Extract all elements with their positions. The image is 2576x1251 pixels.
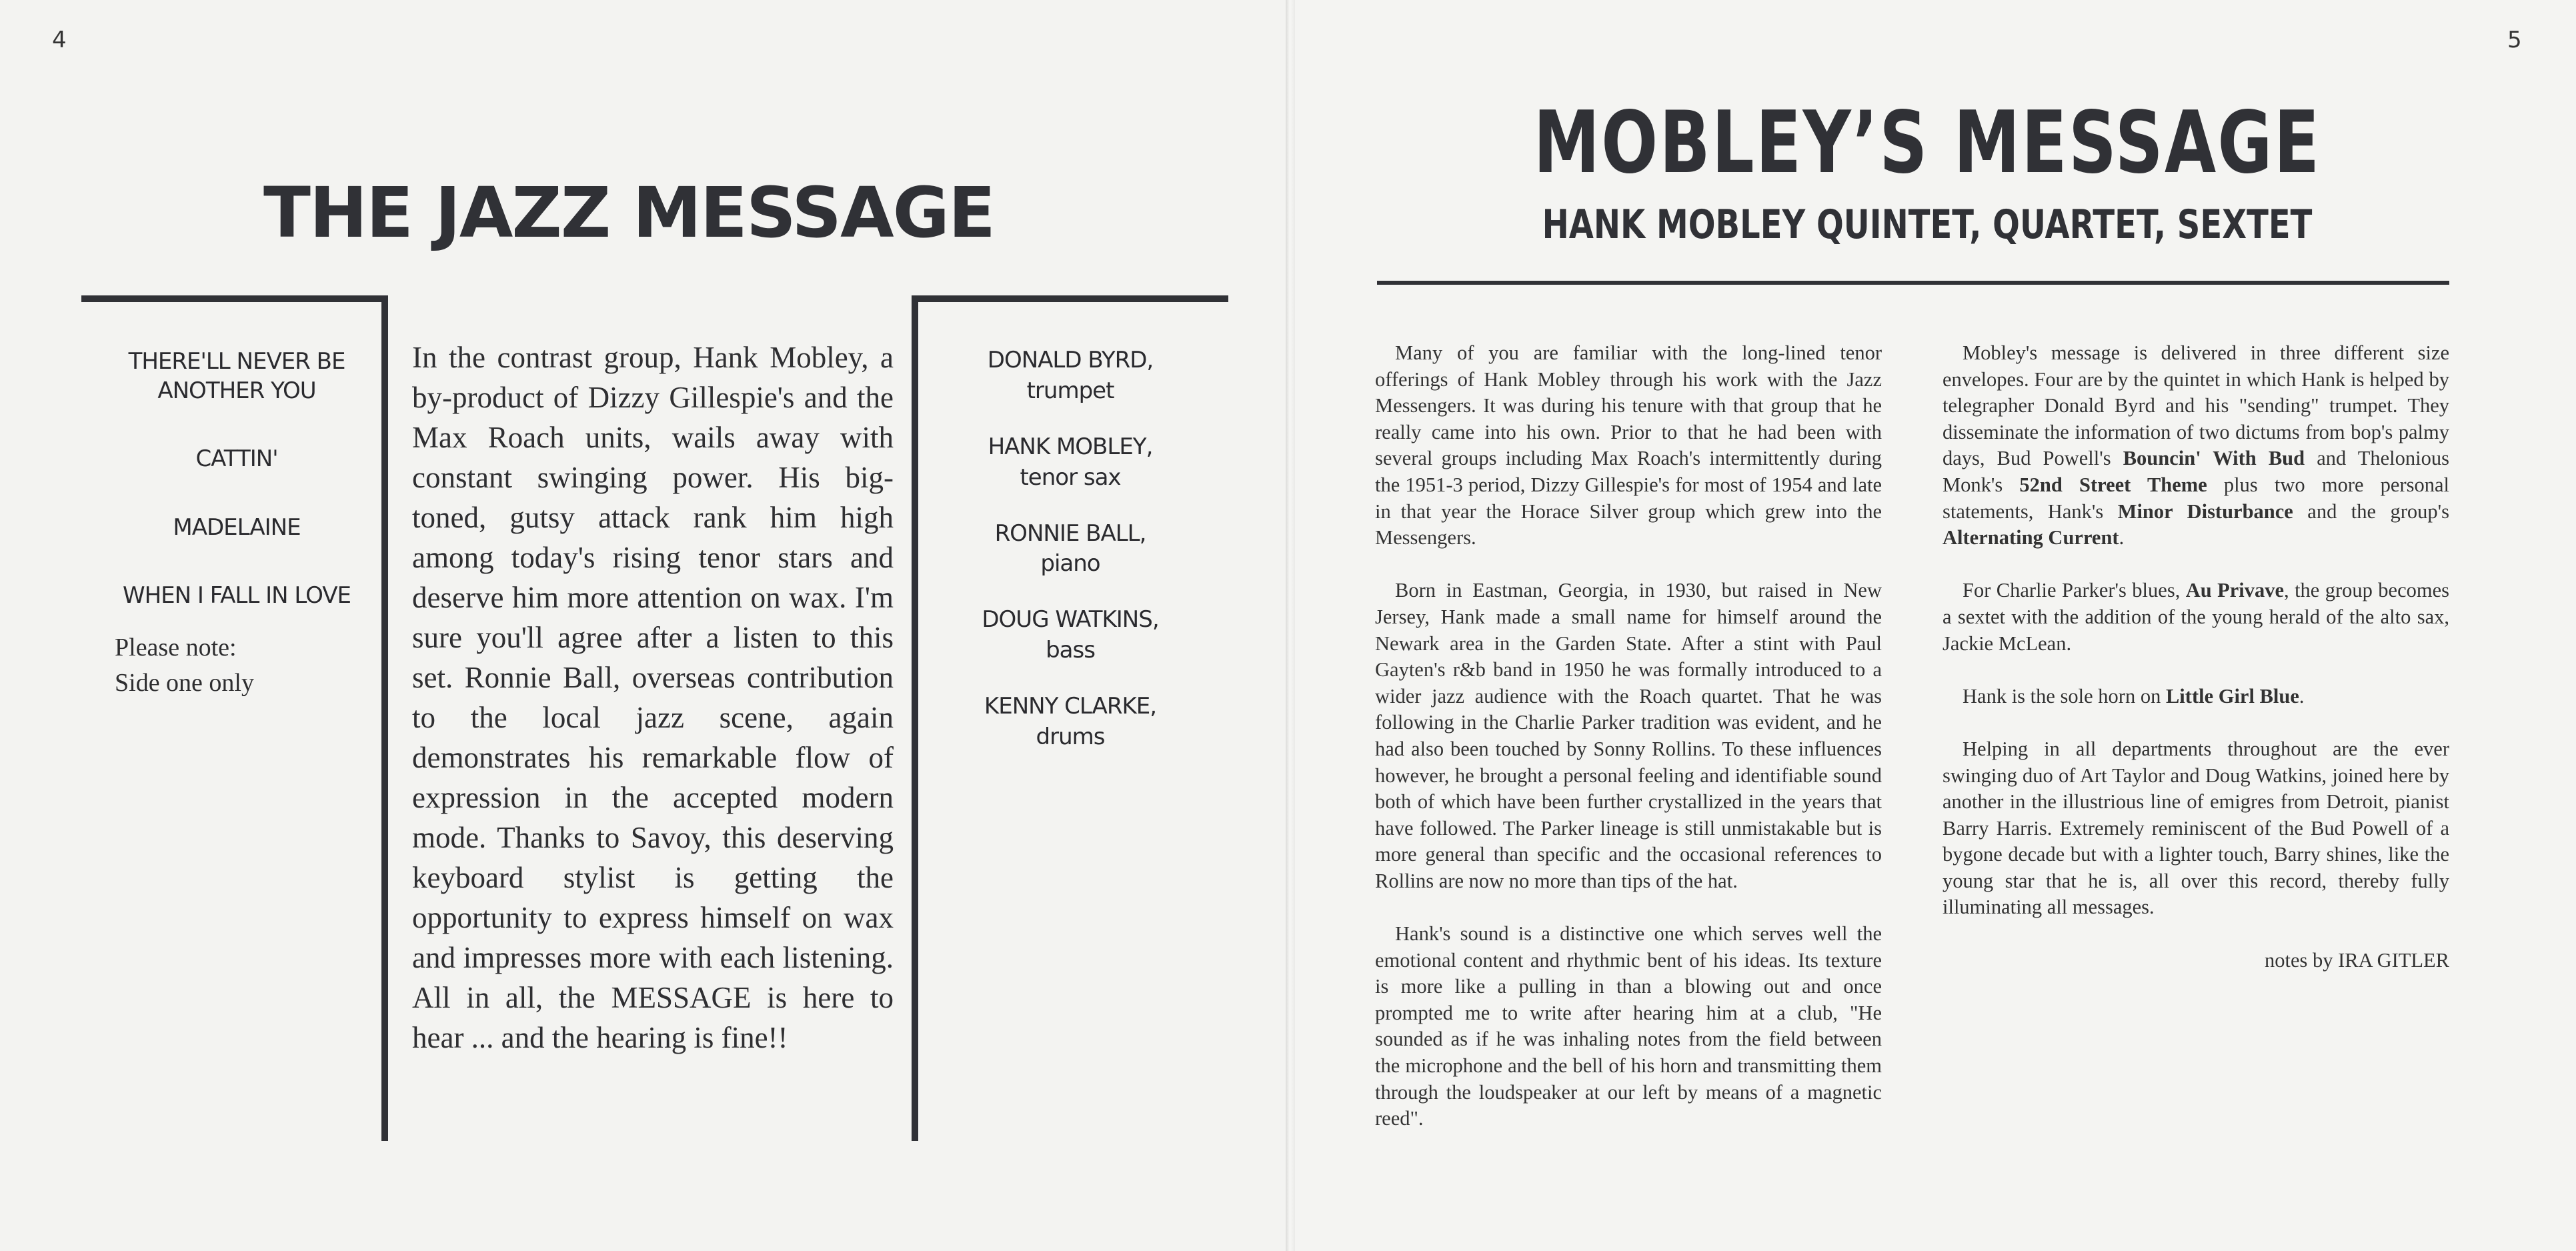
member-instrument: trumpet: [1026, 377, 1114, 404]
member-name: DONALD BYRD,: [987, 347, 1154, 373]
personnel-member: [947, 432, 1194, 493]
text-run: Hank is the sole horn on: [1963, 684, 2166, 708]
personnel-member: [947, 345, 1194, 407]
text-run: .: [2299, 684, 2305, 708]
right-bracket-vertical-rule: [912, 295, 918, 1141]
notes-paragraph: Helping in all departments throughout are the ever swinging duo of Art Taylor and Doug Watkins, joined here by another in the illustrious line of emigres from Detroit, pianist Barry Harris. Extremely reminiscent of the Bud Powell of a bygone decade but with a lighter touch, Barry shines, like the young star that he is, all over this record, thereby fully illuminating all messages.: [1943, 737, 2449, 919]
member-name: KENNY CLARKE,: [984, 693, 1157, 720]
page-number-left: 4: [52, 27, 67, 53]
personnel-member: [947, 605, 1194, 666]
notes-paragraph: Born in Eastman, Georgia, in 1930, but raised in New Jersey, Hank made a small name for himself around the Newark area in the Garden State. After a stint with Paul Gayten's r&b band in 1950 he was formally introduced to a wider jazz audience with the Roach quartet. That he was following in the Charlie Parker tradition was evident, and he had also been touched by Sonny Rollins. To these influences however, he brought a personal feeling and identifiable sound both of which have been further crystallized in the years that have followed. The Parker lineage is still unmistakable but is more general than specific and the occasional references to Rollins are now no more than tips of the hat.: [1375, 579, 1882, 892]
text-run: , the group becomes a sextet with the addition of the young herald of the alto sax, Jackie McLean.: [1943, 579, 2449, 655]
personnel-list: [947, 345, 1194, 778]
mobley-message-title: MOBLEY’S MESSAGE: [1533, 93, 2321, 193]
track-reference: Bouncin' With Bud: [2123, 447, 2305, 470]
notes-paragraph: Hank's sound is a distinctive one which serves well the emotional content and rhythmic bent of his ideas. Its texture is more like a pulling in than a blowing out and once prompted me to write after hearing him at a club, "He sounded as if he was inhaling notes from the field between the microphone and the bell of his horn and transmitting them through the loudspeaker at our left by means of a magnetic reed".: [1375, 922, 1882, 1130]
side-note: [115, 630, 254, 701]
notes-paragraph: [1943, 340, 2449, 551]
text-run: For Charlie Parker's blues,: [1963, 579, 2186, 602]
track-reference: Minor Disturbance: [2117, 499, 2293, 523]
personnel-member: [947, 519, 1194, 580]
member-instrument: drums: [1036, 724, 1105, 751]
member-name: HANK MOBLEY,: [988, 433, 1153, 460]
jazz-message-title: THE JAZZ MESSAGE: [263, 172, 995, 253]
notes-column-right: [1943, 340, 2449, 1000]
track-reference: Au Privave: [2185, 579, 2285, 602]
text-run: Mobley's message is delivered in three different size envelopes. Four are by the quintet in which Hank is helped by telegrapher Donald Byrd and his "sending" trumpet. They disseminate the information of two dictums from bop's palmy days, Bud Powell's: [1943, 341, 2449, 470]
author-signature: notes by IRA GITLER: [2264, 948, 2449, 972]
member-instrument: tenor sax: [1020, 463, 1121, 491]
track-title: THERE'LL NEVER BE ANOTHER YOU: [128, 348, 345, 405]
text-run: plus two more personal statements, Hank's: [1943, 473, 2450, 523]
right-bracket-top-rule: [912, 295, 1228, 302]
member-name: DOUG WATKINS,: [982, 606, 1159, 634]
track-reference: Little Girl Blue: [2165, 684, 2299, 708]
page-number-right: 5: [2507, 27, 2522, 53]
member-instrument: bass: [1046, 637, 1095, 664]
member-name: RONNIE BALL,: [994, 519, 1146, 547]
left-page: [0, 0, 1287, 1251]
notes-paragraph: [1943, 577, 2449, 657]
text-run: and the group's: [2293, 499, 2449, 523]
left-bracket-top-rule: [81, 295, 388, 302]
notes-paragraph: Many of you are familiar with the long-lined tenor offerings of Hank Mobley through his work with the Jazz Messengers. It was during his tenure with that group that he really came into his own. Prior to that he had been with several groups including Max Roach's intermittently during the 1951-3 period, Dizzy Gillespie's for most of 1954 and late in that year the Horace Silver group which grew into the Messengers.: [1375, 341, 1882, 549]
text-run: .: [2119, 526, 2125, 549]
note-line: Side one only: [115, 669, 254, 698]
notes-column-left: [1375, 340, 1882, 1158]
track-list: [110, 347, 363, 649]
personnel-member: [947, 692, 1194, 753]
member-instrument: piano: [1040, 550, 1100, 577]
track-reference: Alternating Current: [1943, 526, 2119, 549]
notes-paragraph: [1943, 684, 2449, 710]
text-run: and Thelonious Monk's: [1943, 447, 2449, 496]
track-reference: 52nd Street Theme: [2019, 473, 2207, 496]
left-bracket-vertical-rule: [381, 295, 388, 1141]
note-line: Please note:: [115, 634, 237, 662]
track-title: WHEN I FALL IN LOVE: [122, 581, 351, 609]
liner-notes-body: In the contrast group, Hank Mobley, a by-product of Dizzy Gillespie's and the Max Roach units, wails away with constant swinging power. His big-toned, gutsy attack rank him high among today's rising tenor stars and deserve him more attention on wax. I'm sure you'll agree after a listen to this set. Ronnie Ball, overseas contribution to the local jazz scene, again demonstrates his remarkable flow of expression in the accepted modern mode. Thanks to Savoy, this deserving keyboard stylist is getting the opportunity to express himself on wax and impresses more with each listening. All in all, the MESSAGE is here to hear ... and the hearing is fine!!: [412, 341, 894, 1054]
mobley-message-subtitle: HANK MOBLEY QUINTET, QUARTET, SEXTET: [1542, 201, 2313, 248]
title-underline-rule: [1377, 281, 2449, 285]
track-title: MADELAINE: [173, 513, 301, 541]
track-title: CATTIN': [195, 445, 278, 473]
